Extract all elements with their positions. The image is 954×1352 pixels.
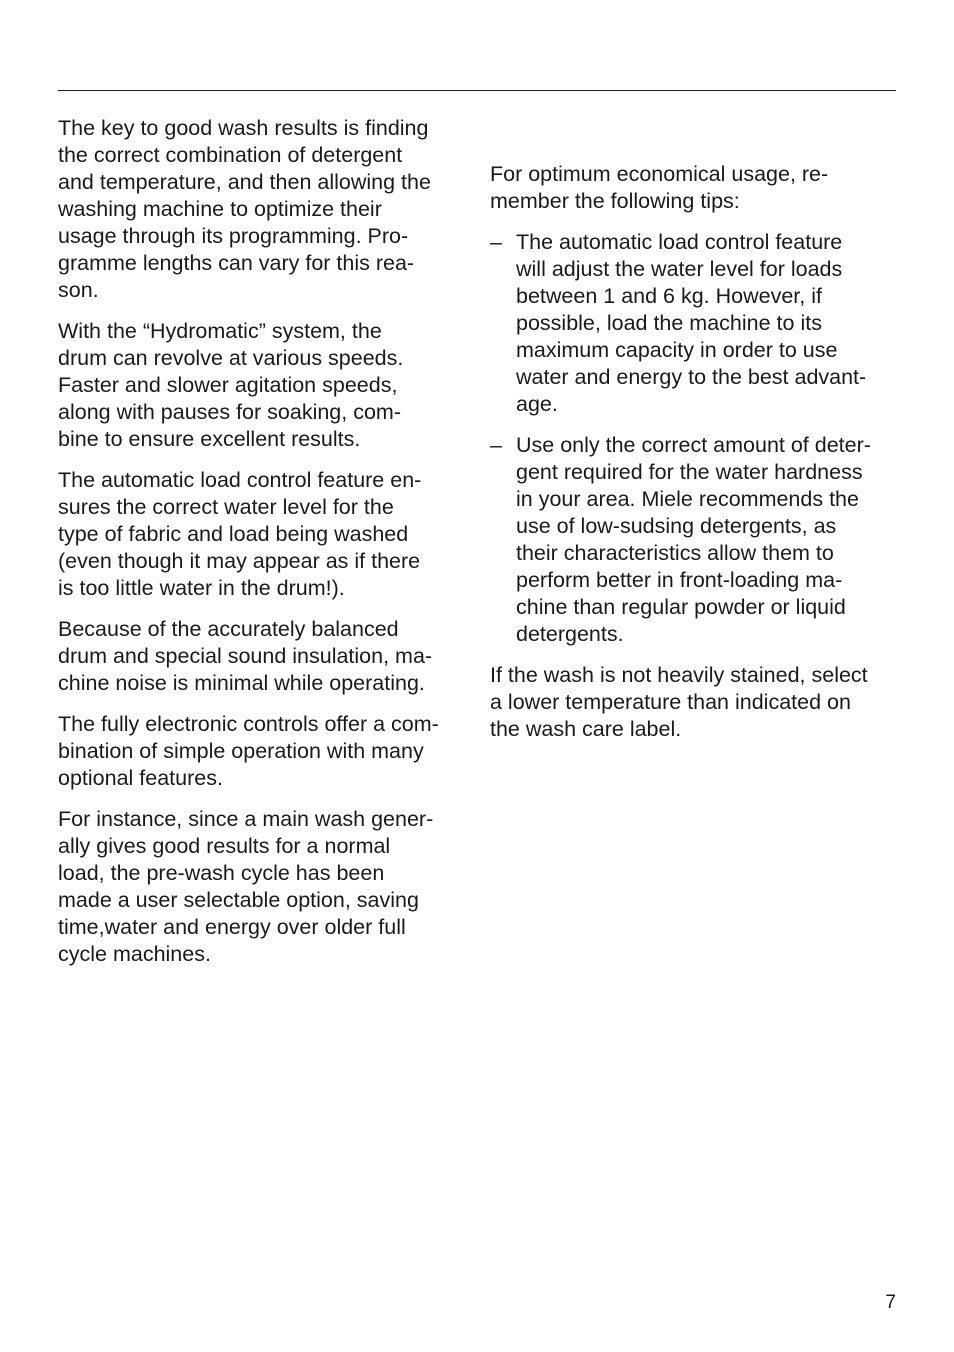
list-item [490,229,900,418]
tip-text: Use only the correct amount of deter- gent required for the water hardness in your area. Miele recommends the use of low-sudsing detergents, as their characteristics allow them to perform better in front-loading ma- chine than regular powder or liquid detergents. [516,433,871,646]
left-column [58,115,470,982]
paragraph-electronic-controls: The fully electronic controls offer a com- bination of simple operation with many optional features. [58,712,439,790]
page-number: 7 [885,1292,896,1313]
paragraph-tips-intro: For optimum economical usage, re- member the following tips: [490,162,829,213]
tip-text: The automatic load control feature will adjust the water level for loads between 1 and 6 kg. However, if possible, load the machine to its maximum capacity in order to use water and energy to the best advant- age. [516,230,867,416]
paragraph-noise: Because of the accurately balanced drum and special sound insulation, ma- chine noise is minimal while operating. [58,617,433,695]
header-rule [58,90,896,91]
paragraph-temperature: If the wash is not heavily stained, select a lower temperature than indicated on the wash care label. [490,663,868,741]
bullet-dash: – [490,230,502,254]
paragraph-wash-results: The key to good wash results is finding the correct combination of detergent and temperature, and then allowing the washing machine to optimize their usage through its programming. Pro- gramme lengths can vary for this rea- son. [58,116,431,302]
paragraph-hydromatic: With the “Hydromatic” system, the drum can revolve at various speeds. Faster and slower agitation speeds, along with pauses for soaking, com- bine to ensure excellent results. [58,319,404,451]
tips-list [490,229,900,648]
right-column [490,161,900,757]
paragraph-pre-wash: For instance, since a main wash gener- ally gives good results for a normal load, the pre-wash cycle has been made a user selectable option, saving time,water and energy over older full cycle machines. [58,807,434,966]
list-item [490,432,900,648]
bullet-dash: – [490,433,502,457]
paragraph-load-control: The automatic load control feature en- sures the correct water level for the type of fabric and load being washed (even though it may appear as if there is too little water in the drum!). [58,468,422,600]
